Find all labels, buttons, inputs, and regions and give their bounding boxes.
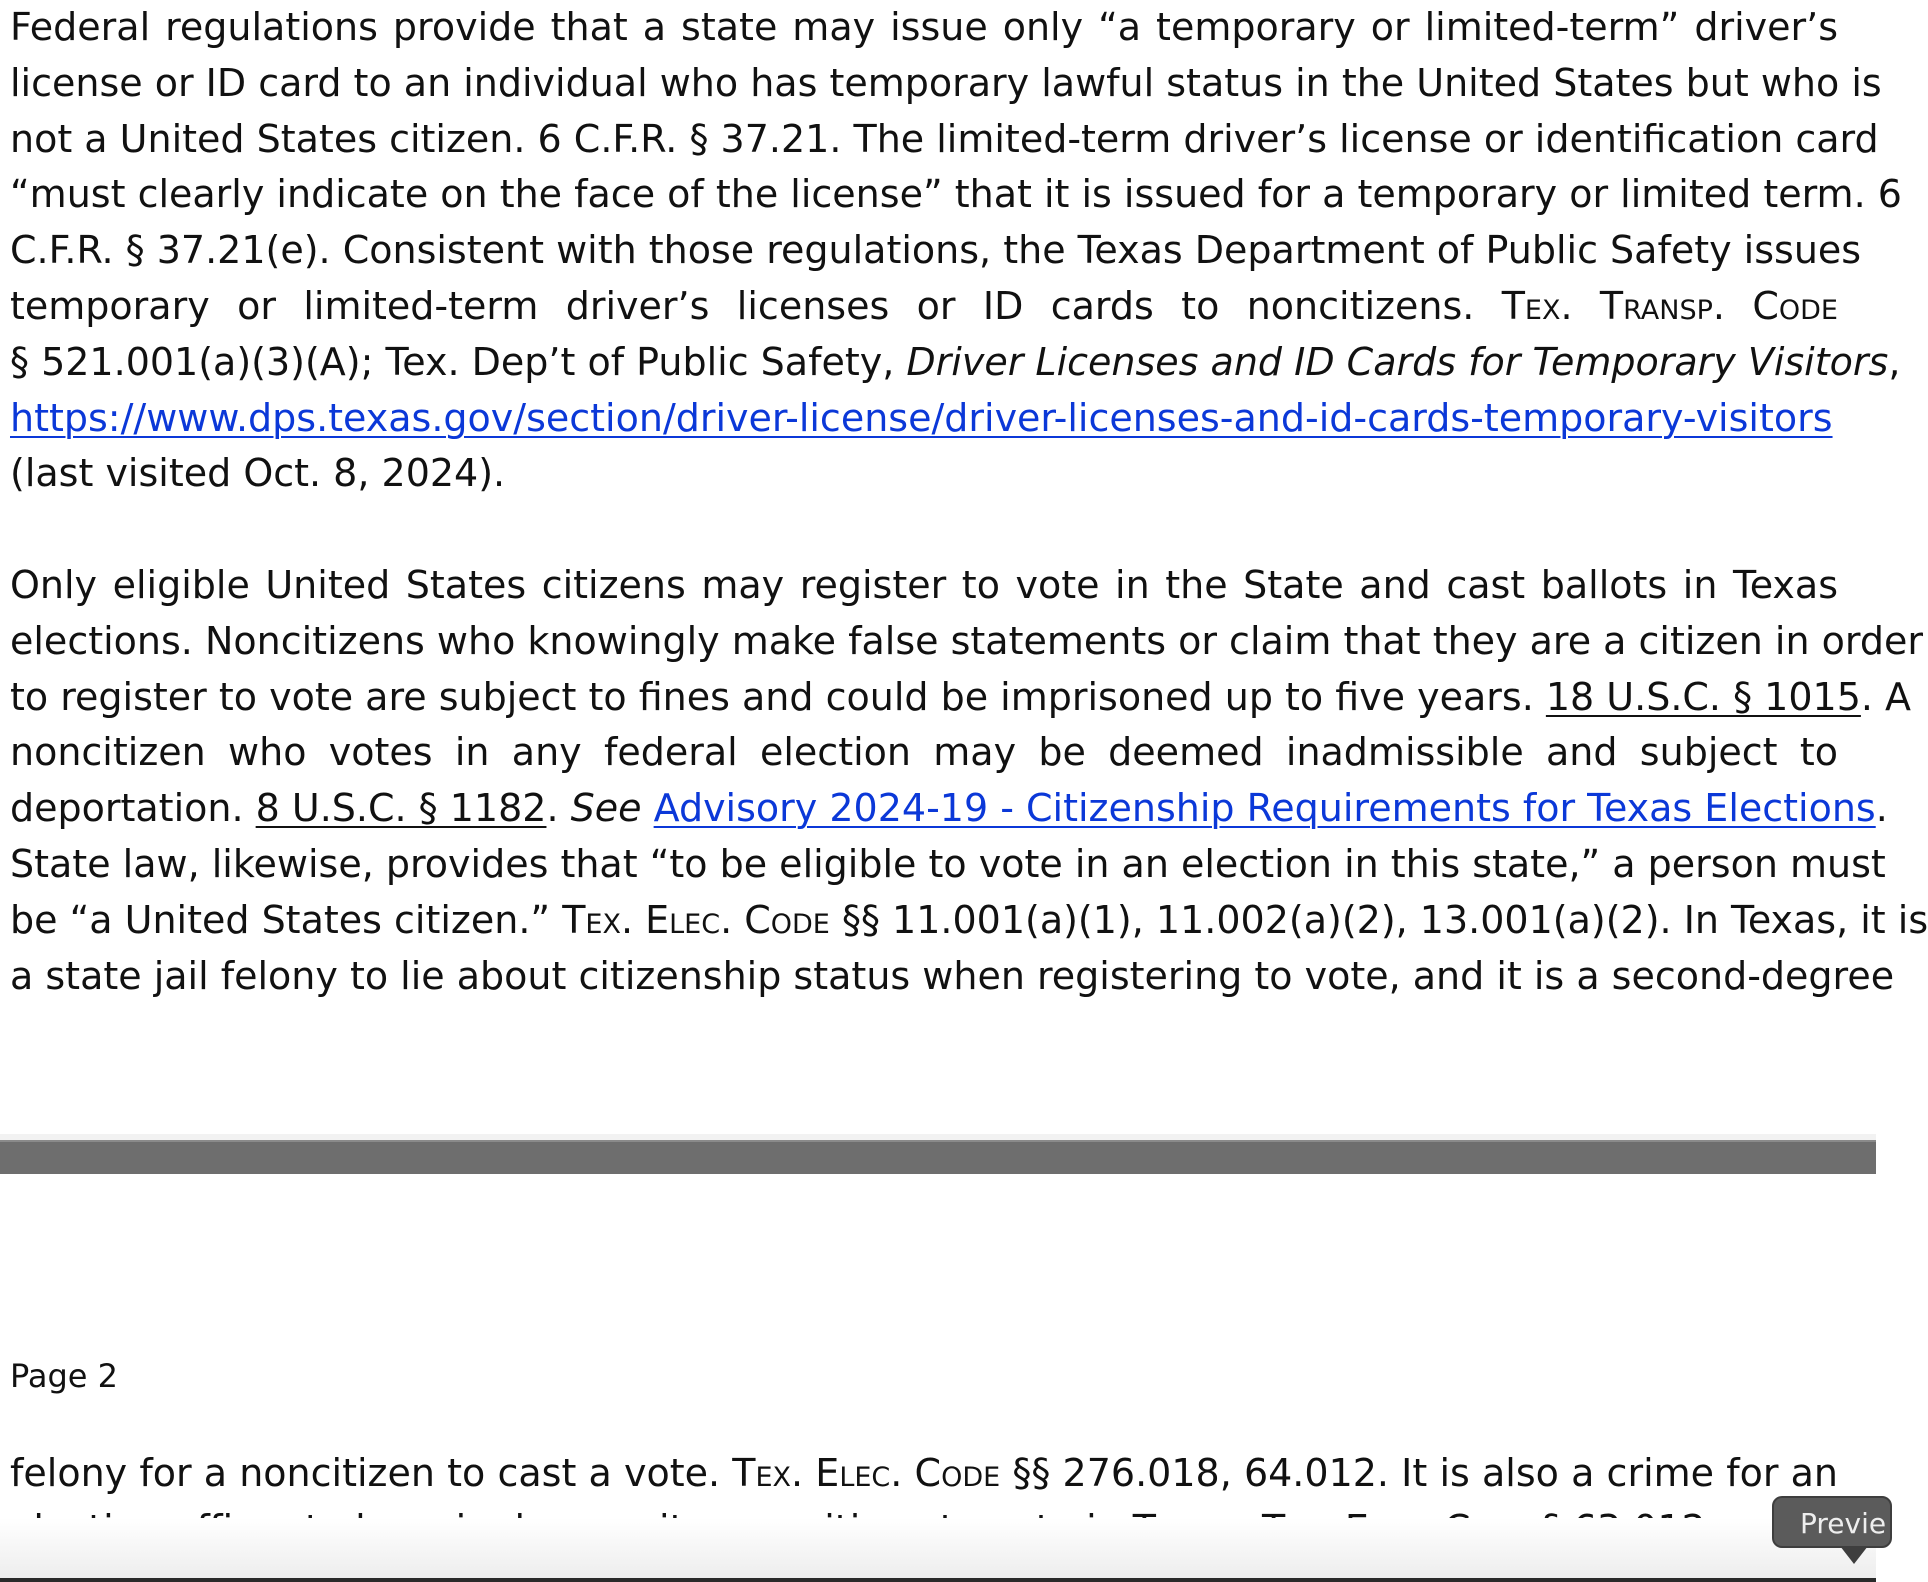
text-line: elections. Noncitizens who knowingly make false statements or claim that they are a citizen in order bbox=[10, 618, 1923, 663]
statute-citation: Tex. Transp. Code bbox=[1501, 283, 1838, 328]
dps-url-link[interactable]: https://www.dps.texas.gov/section/driver-license/driver-licenses-and-id-cards-temporary-visitors bbox=[10, 395, 1833, 440]
text-line: C.F.R. § 37.21(e). Consistent with those regulations, the Texas Department of Public Safety issues bbox=[10, 228, 1862, 273]
window-bottom-border bbox=[0, 1578, 1876, 1582]
text-line bbox=[10, 335, 1901, 391]
paragraph-reg-id bbox=[10, 0, 1902, 502]
usc-1182-link[interactable]: 8 U.S.C. § 1182 bbox=[255, 786, 547, 831]
text-line: license or ID card to an individual who has temporary lawful status in the United States but who is bbox=[10, 60, 1882, 105]
text-run: §§ 11.001(a)(1), 11.002(a)(2), 13.001(a)(2). In Texas, it is bbox=[829, 897, 1928, 942]
text-line bbox=[10, 391, 1838, 447]
text-run: . bbox=[1875, 786, 1888, 831]
text-run: be “a United States citizen.” bbox=[10, 897, 563, 942]
tooltip-pointer bbox=[1840, 1546, 1868, 1564]
text-run: to register to vote are subject to fines and could be imprisoned up to five years. bbox=[10, 674, 1546, 719]
text-line: Only eligible United States citizens may register to vote in the State and cast ballots in Texas bbox=[10, 563, 1838, 607]
text-line: a state jail felony to lie about citizenship status when registering to vote, and it is a second-degree bbox=[10, 953, 1895, 998]
text-run: felony for a noncitizen to cast a vote. bbox=[10, 1451, 733, 1495]
statute-citation: Tex. Elec. Code bbox=[562, 897, 830, 942]
text-line bbox=[10, 893, 1928, 949]
source-title: Driver Licenses and ID Cards for Temporary Visitors bbox=[906, 339, 1889, 384]
text-run: §§ 276.018, 64.012. It is also a crime for an bbox=[1000, 1451, 1839, 1495]
text-line: noncitizen who votes in any federal election may be deemed inadmissible and subject to bbox=[10, 730, 1838, 775]
paragraph-voting-eligibility bbox=[10, 558, 1928, 1004]
text-line: Federal regulations provide that a state may issue only “a temporary or limited-term” driver’s bbox=[10, 5, 1838, 49]
text-line bbox=[10, 781, 1888, 837]
text-line: (last visited Oct. 8, 2024). bbox=[10, 451, 506, 496]
text-line: State law, likewise, provides that “to be eligible to vote in an election in this state,” a person must bbox=[10, 841, 1886, 886]
statute-citation: Tex. Elec. Code bbox=[732, 1451, 1001, 1495]
text-run: temporary or limited-term driver’s licenses or ID cards to noncitizens. bbox=[10, 283, 1502, 328]
text-line bbox=[10, 279, 1838, 335]
usc-1015-link[interactable]: 18 U.S.C. § 1015 bbox=[1545, 674, 1861, 719]
text-line: not a United States citizen. 6 C.F.R. § 37.21. The limited-term driver’s license or identification card bbox=[10, 116, 1879, 161]
window-bottom-shade bbox=[0, 1518, 1876, 1582]
text-line: “must clearly indicate on the face of the license” that it is issued for a temporary or limited term. 6 bbox=[10, 172, 1902, 217]
text-run: § 521.001(a)(3)(A); Tex. Dep’t of Public Safety, bbox=[10, 339, 907, 384]
text-run: deportation. bbox=[10, 786, 256, 831]
preview-tooltip-button[interactable]: Previe bbox=[1772, 1496, 1892, 1548]
page-number-label: Page 2 bbox=[10, 1357, 118, 1395]
text-run: . bbox=[546, 786, 571, 831]
page-break-bar bbox=[0, 1140, 1876, 1178]
see-signal: See bbox=[570, 786, 642, 831]
text-line bbox=[10, 1446, 1838, 1502]
text-line bbox=[10, 670, 1912, 726]
text-run: , bbox=[1888, 339, 1901, 384]
advisory-link[interactable]: Advisory 2024-19 - Citizenship Requirements for Texas Elections bbox=[653, 786, 1876, 831]
text-run: . A bbox=[1860, 674, 1912, 719]
